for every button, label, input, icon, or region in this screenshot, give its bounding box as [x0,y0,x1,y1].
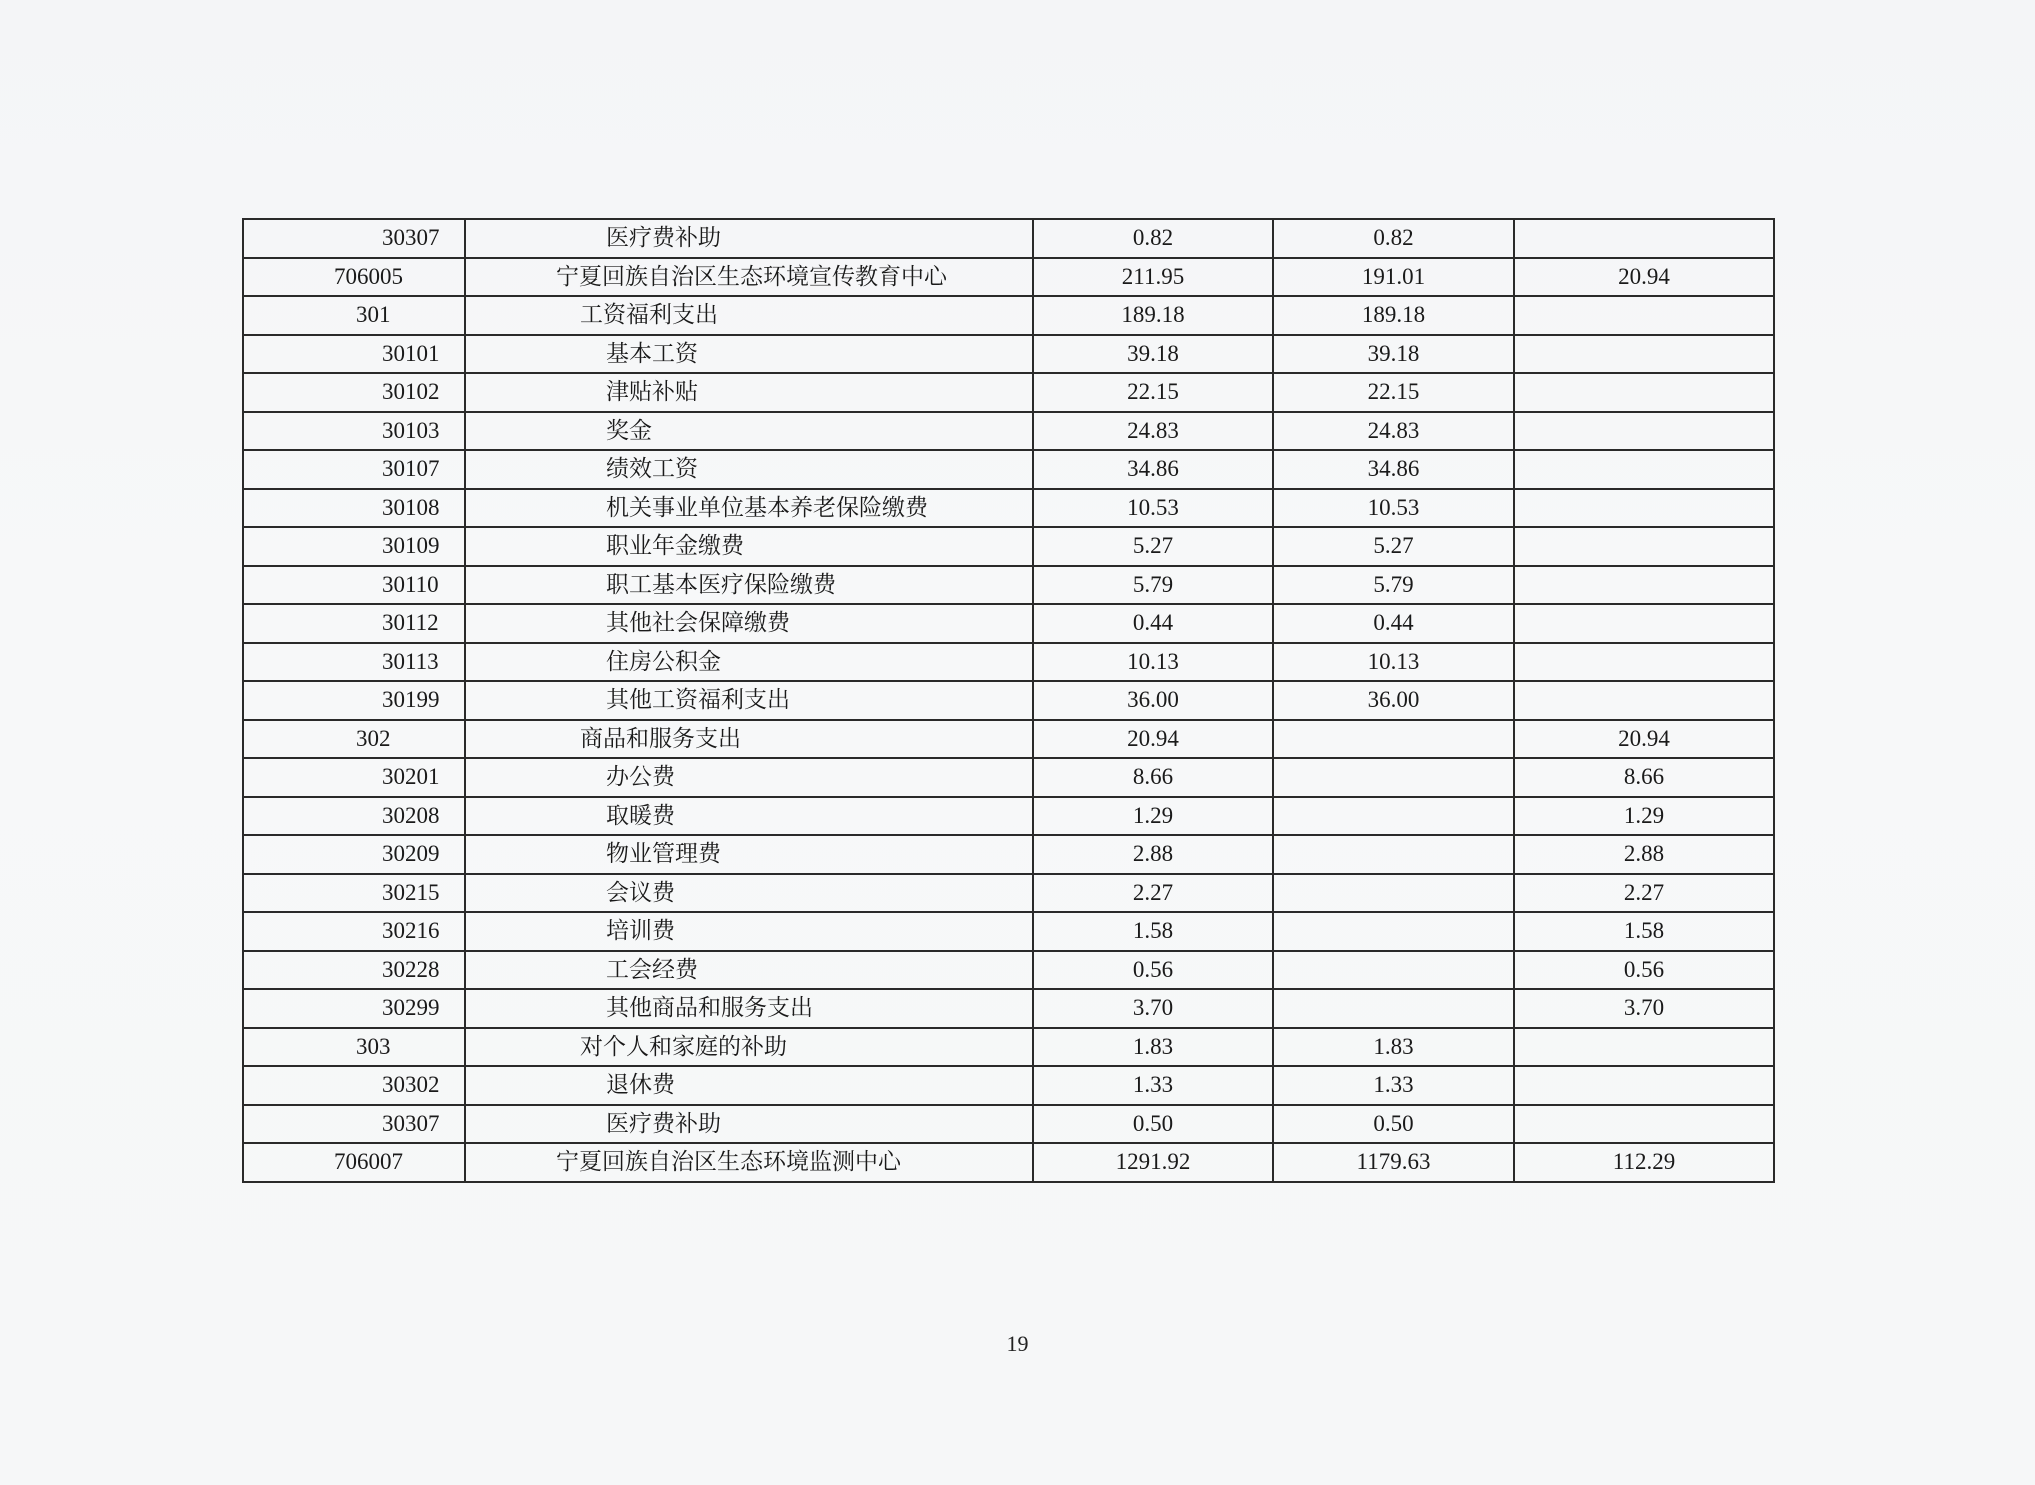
total-amount-cell: 10.53 [1033,489,1273,528]
total-amount-cell: 24.83 [1033,412,1273,451]
total-amount-cell: 8.66 [1033,758,1273,797]
economic-code-cell: 30228 [243,951,465,990]
item-name-cell: 办公费 [465,758,1033,797]
project-expenditure-cell [1514,527,1774,566]
project-expenditure-cell: 2.27 [1514,874,1774,913]
item-name-cell: 会议费 [465,874,1033,913]
project-expenditure-cell: 3.70 [1514,989,1774,1028]
economic-code-cell: 30201 [243,758,465,797]
basic-expenditure-cell: 22.15 [1273,373,1514,412]
project-expenditure-cell [1514,566,1774,605]
total-amount-cell: 36.00 [1033,681,1273,720]
total-amount-cell: 1.29 [1033,797,1273,836]
table-row [243,989,1774,1028]
economic-code-cell: 30102 [243,373,465,412]
item-name-cell: 商品和服务支出 [465,720,1033,759]
basic-expenditure-cell: 10.13 [1273,643,1514,682]
basic-expenditure-cell: 1.33 [1273,1066,1514,1105]
basic-expenditure-cell [1273,758,1514,797]
economic-code-cell: 30215 [243,874,465,913]
table-row [243,1105,1774,1144]
item-name-cell: 对个人和家庭的补助 [465,1028,1033,1067]
item-name-cell: 职工基本医疗保险缴费 [465,566,1033,605]
project-expenditure-cell [1514,681,1774,720]
basic-expenditure-cell [1273,797,1514,836]
total-amount-cell: 0.56 [1033,951,1273,990]
economic-code-cell: 706007 [243,1143,465,1182]
total-amount-cell: 39.18 [1033,335,1273,374]
economic-code-cell: 30307 [243,219,465,258]
economic-code-cell: 30299 [243,989,465,1028]
total-amount-cell: 20.94 [1033,720,1273,759]
project-expenditure-cell [1514,373,1774,412]
economic-code-cell: 30112 [243,604,465,643]
item-name-cell: 宁夏回族自治区生态环境宣传教育中心 [465,258,1033,297]
project-expenditure-cell [1514,219,1774,258]
basic-expenditure-cell: 10.53 [1273,489,1514,528]
economic-code-cell: 30103 [243,412,465,451]
basic-expenditure-cell: 1.83 [1273,1028,1514,1067]
item-name-cell: 其他社会保障缴费 [465,604,1033,643]
basic-expenditure-cell: 34.86 [1273,450,1514,489]
basic-expenditure-cell [1273,989,1514,1028]
table-row [243,566,1774,605]
table-row [243,412,1774,451]
economic-code-cell: 30109 [243,527,465,566]
basic-expenditure-cell: 5.79 [1273,566,1514,605]
total-amount-cell: 0.82 [1033,219,1273,258]
item-name-cell: 其他商品和服务支出 [465,989,1033,1028]
economic-code-cell: 30302 [243,1066,465,1105]
item-name-cell: 物业管理费 [465,835,1033,874]
item-name-cell: 宁夏回族自治区生态环境监测中心 [465,1143,1033,1182]
economic-code-cell: 303 [243,1028,465,1067]
item-name-cell: 工会经费 [465,951,1033,990]
table-row [243,874,1774,913]
total-amount-cell: 34.86 [1033,450,1273,489]
table-row [243,219,1774,258]
table-row [243,604,1774,643]
economic-code-cell: 30209 [243,835,465,874]
table-row [243,296,1774,335]
item-name-cell: 培训费 [465,912,1033,951]
project-expenditure-cell [1514,335,1774,374]
item-name-cell: 绩效工资 [465,450,1033,489]
economic-code-cell: 30199 [243,681,465,720]
project-expenditure-cell [1514,412,1774,451]
project-expenditure-cell [1514,1028,1774,1067]
basic-expenditure-cell: 0.50 [1273,1105,1514,1144]
project-expenditure-cell [1514,489,1774,528]
table-row [243,258,1774,297]
total-amount-cell: 0.44 [1033,604,1273,643]
item-name-cell: 工资福利支出 [465,296,1033,335]
economic-code-cell: 30307 [243,1105,465,1144]
page-number: 19 [1006,1331,1029,1356]
table-row [243,758,1774,797]
project-expenditure-cell [1514,1066,1774,1105]
basic-expenditure-cell [1273,912,1514,951]
project-expenditure-cell [1514,604,1774,643]
table-row [243,1028,1774,1067]
basic-expenditure-cell: 1179.63 [1273,1143,1514,1182]
table-row [243,720,1774,759]
table-row [243,373,1774,412]
item-name-cell: 医疗费补助 [465,1105,1033,1144]
table-row [243,835,1774,874]
total-amount-cell: 1.58 [1033,912,1273,951]
economic-code-cell: 302 [243,720,465,759]
project-expenditure-cell: 8.66 [1514,758,1774,797]
economic-code-cell: 301 [243,296,465,335]
project-expenditure-cell: 0.56 [1514,951,1774,990]
project-expenditure-cell: 20.94 [1514,720,1774,759]
project-expenditure-cell [1514,1105,1774,1144]
table-row [243,450,1774,489]
table-row [243,681,1774,720]
total-amount-cell: 5.27 [1033,527,1273,566]
basic-expenditure-cell: 36.00 [1273,681,1514,720]
project-expenditure-cell: 1.29 [1514,797,1774,836]
economic-code-cell: 30107 [243,450,465,489]
total-amount-cell: 2.88 [1033,835,1273,874]
item-name-cell: 住房公积金 [465,643,1033,682]
table-row [243,489,1774,528]
basic-expenditure-cell: 5.27 [1273,527,1514,566]
item-name-cell: 退休费 [465,1066,1033,1105]
project-expenditure-cell [1514,296,1774,335]
item-name-cell: 医疗费补助 [465,219,1033,258]
economic-code-cell: 30216 [243,912,465,951]
economic-code-cell: 30113 [243,643,465,682]
basic-expenditure-cell: 191.01 [1273,258,1514,297]
total-amount-cell: 189.18 [1033,296,1273,335]
total-amount-cell: 1291.92 [1033,1143,1273,1182]
table-row [243,643,1774,682]
expenditure-table [242,218,1775,1183]
total-amount-cell: 5.79 [1033,566,1273,605]
item-name-cell: 职业年金缴费 [465,527,1033,566]
item-name-cell: 津贴补贴 [465,373,1033,412]
total-amount-cell: 10.13 [1033,643,1273,682]
total-amount-cell: 2.27 [1033,874,1273,913]
basic-expenditure-cell: 0.82 [1273,219,1514,258]
total-amount-cell: 3.70 [1033,989,1273,1028]
table-row [243,951,1774,990]
project-expenditure-cell: 20.94 [1514,258,1774,297]
project-expenditure-cell: 112.29 [1514,1143,1774,1182]
economic-code-cell: 706005 [243,258,465,297]
total-amount-cell: 1.33 [1033,1066,1273,1105]
basic-expenditure-cell [1273,720,1514,759]
total-amount-cell: 1.83 [1033,1028,1273,1067]
table-row [243,1143,1774,1182]
total-amount-cell: 0.50 [1033,1105,1273,1144]
total-amount-cell: 211.95 [1033,258,1273,297]
item-name-cell: 其他工资福利支出 [465,681,1033,720]
table-row [243,335,1774,374]
table-row [243,797,1774,836]
basic-expenditure-cell: 39.18 [1273,335,1514,374]
table-body [243,219,1774,1182]
economic-code-cell: 30108 [243,489,465,528]
item-name-cell: 机关事业单位基本养老保险缴费 [465,489,1033,528]
table-row [243,912,1774,951]
item-name-cell: 奖金 [465,412,1033,451]
project-expenditure-cell: 2.88 [1514,835,1774,874]
project-expenditure-cell [1514,450,1774,489]
project-expenditure-cell [1514,643,1774,682]
item-name-cell: 基本工资 [465,335,1033,374]
total-amount-cell: 22.15 [1033,373,1273,412]
basic-expenditure-cell: 0.44 [1273,604,1514,643]
item-name-cell: 取暖费 [465,797,1033,836]
basic-expenditure-cell [1273,835,1514,874]
table-row [243,1066,1774,1105]
economic-code-cell: 30110 [243,566,465,605]
economic-code-cell: 30101 [243,335,465,374]
project-expenditure-cell: 1.58 [1514,912,1774,951]
basic-expenditure-cell [1273,874,1514,913]
economic-code-cell: 30208 [243,797,465,836]
basic-expenditure-cell: 189.18 [1273,296,1514,335]
basic-expenditure-cell [1273,951,1514,990]
table-row [243,527,1774,566]
basic-expenditure-cell: 24.83 [1273,412,1514,451]
